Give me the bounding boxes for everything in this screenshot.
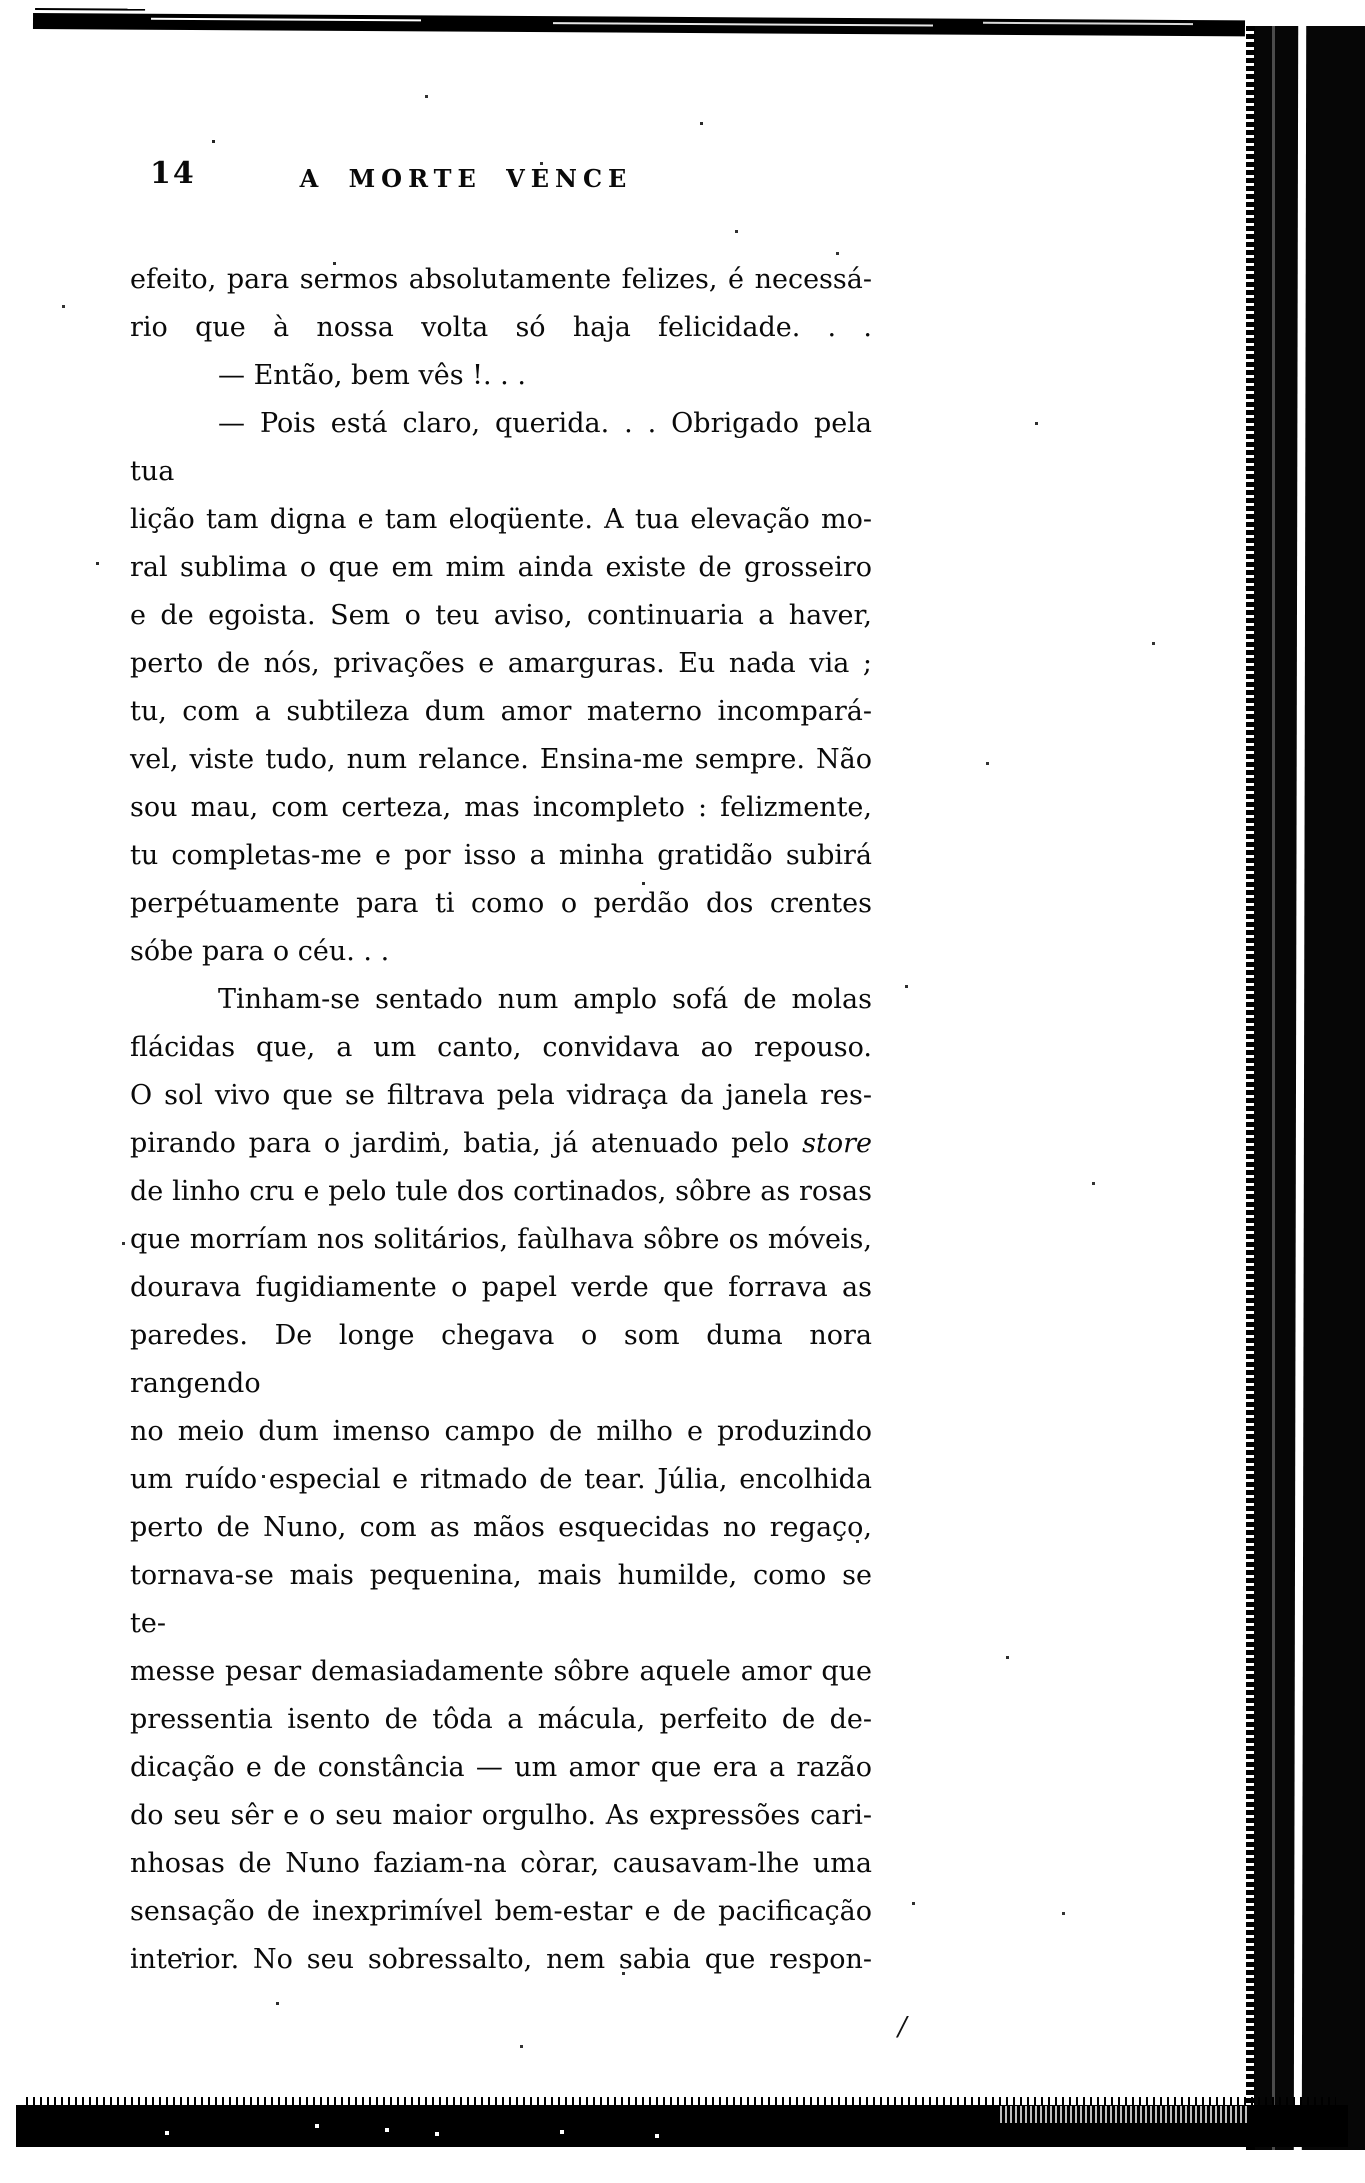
text-line [130,256,872,304]
text-line [130,1312,872,1408]
text-line [130,1792,872,1840]
text-segment: pressentia isento de tôda a mácula, perfeito de de- [130,1704,872,1735]
text-segment: dourava fugidiamente o papel verde que forrava as [130,1272,872,1303]
text-segment: dicação e de constância — um amor que era a razão [130,1752,872,1783]
text-segment: no meio dum imenso campo de milho e produzindo [130,1416,872,1447]
text-segment: que morríam nos solitários, faùlhava sôbre os móveis, [130,1224,872,1255]
text-line [130,1840,872,1888]
text-segment: pirando para o jardim, batia, já atenuado pelo [130,1128,803,1159]
text-line [130,688,872,736]
text-line [130,928,872,976]
text-segment: e de egoista. Sem o teu aviso, continuaria a haver, [130,600,872,631]
top-scan-rule-fragment [35,8,145,11]
text-line [130,400,872,496]
running-title: A MORTE VENCE [299,164,633,193]
text-line [130,640,872,688]
text-segment: um ruído especial e ritmado de tear. Júlia, encolhida [130,1464,872,1495]
text-segment: rio que à nossa volta só haja felicidade. . . [130,312,872,343]
text-line [130,1696,872,1744]
text-segment: efeito, para sermos absolutamente felizes, é necessá- [130,264,872,295]
scan-white-streak [553,22,933,26]
top-scan-rule [33,13,1245,36]
bottom-scan-band [16,2105,1348,2147]
text-segment: nhosas de Nuno faziam-na còrar, causavam-lhe uma [130,1848,872,1879]
binding-shadow-ragged-edge [1246,26,1255,2150]
text-line [130,880,872,928]
text-segment: lição tam digna e tam eloqüente. A tua elevação mo- [130,504,872,535]
text-line [130,1264,872,1312]
scan-artifact-slash: / [898,2012,907,2042]
text-segment: ral sublima o que em mim ainda existe de grosseiro [130,552,872,583]
bottom-scan-band-spots [16,2105,18,2107]
text-segment: perpétuamente para ti como o perdão dos crentes [130,888,872,919]
scan-white-streak [983,22,1193,25]
scan-white-streak [151,18,421,22]
bottom-scan-band-hatch [1000,2106,1250,2123]
text-segment: paredes. De longe chegava o som duma nora rangendo [130,1320,872,1399]
text-segment: — Então, bem vês !. . . [218,360,526,391]
text-line [130,1648,872,1696]
text-segment: interior. No seu sobressalto, nem sabia que respon- [130,1944,872,1975]
text-line [130,1024,872,1072]
text-segment: tornava-se mais pequenina, mais humilde, como se te- [130,1560,872,1639]
text-segment: sensação de inexprimível bem-estar e de pacificação [130,1896,872,1927]
text-segment: sou mau, com certeza, mas incompleto : felizmente, [130,792,872,823]
text-line [130,1936,872,1984]
text-segment: Tinham-se sentado num amplo sofá de molas [218,984,872,1015]
text-line [130,1552,872,1648]
binding-shadow-white-streak [1294,26,1306,2150]
text-line [130,1888,872,1936]
bottom-scan-band-ticks [26,2097,1336,2106]
text-segment: tu, com a subtileza dum amor materno incompará- [130,696,872,727]
text-segment: — Pois está claro, querida. . . Obrigado pela tua [130,408,872,487]
text-line [130,304,872,352]
text-line [130,544,872,592]
text-line [130,1072,872,1120]
text-segment: messe pesar demasiadamente sôbre aquele amor que [130,1656,872,1687]
text-segment: do seu sêr e o seu maior orgulho. As expressões cari- [130,1800,872,1831]
text-segment: sóbe para o céu. . . [130,936,390,967]
page-number: 14 [150,156,196,191]
text-line [130,1744,872,1792]
text-segment: tu completas-me e por isso a minha gratidão subirá [130,840,872,871]
italic-word: store [802,1128,872,1159]
text-segment: flácidas que, a um canto, convidava ao repouso. [130,1032,872,1063]
text-line [130,1408,872,1456]
text-block [130,256,872,1984]
scan-noise-specks [0,0,3,3]
text-line [130,976,872,1024]
text-segment: perto de Nuno, com as mãos esquecidas no regaço, [130,1512,872,1543]
text-line [130,1456,872,1504]
text-line [130,784,872,832]
binding-shadow-band [1254,26,1365,2150]
binding-shadow-streak [1272,26,1275,2150]
text-segment: perto de nós, privações e amarguras. Eu nada via ; [130,648,872,679]
text-line [130,592,872,640]
text-line [130,352,872,400]
text-segment: O sol vivo que se filtrava pela vidraça da janela res- [130,1080,872,1111]
text-line [130,1216,872,1264]
text-line [130,1504,872,1552]
text-line [130,1120,872,1168]
text-line [130,736,872,784]
text-segment: de linho cru e pelo tule dos cortinados, sôbre as rosas [130,1176,872,1207]
text-line [130,496,872,544]
text-segment: vel, viste tudo, num relance. Ensina-me sempre. Não [130,744,872,775]
text-line [130,832,872,880]
text-line [130,1168,872,1216]
